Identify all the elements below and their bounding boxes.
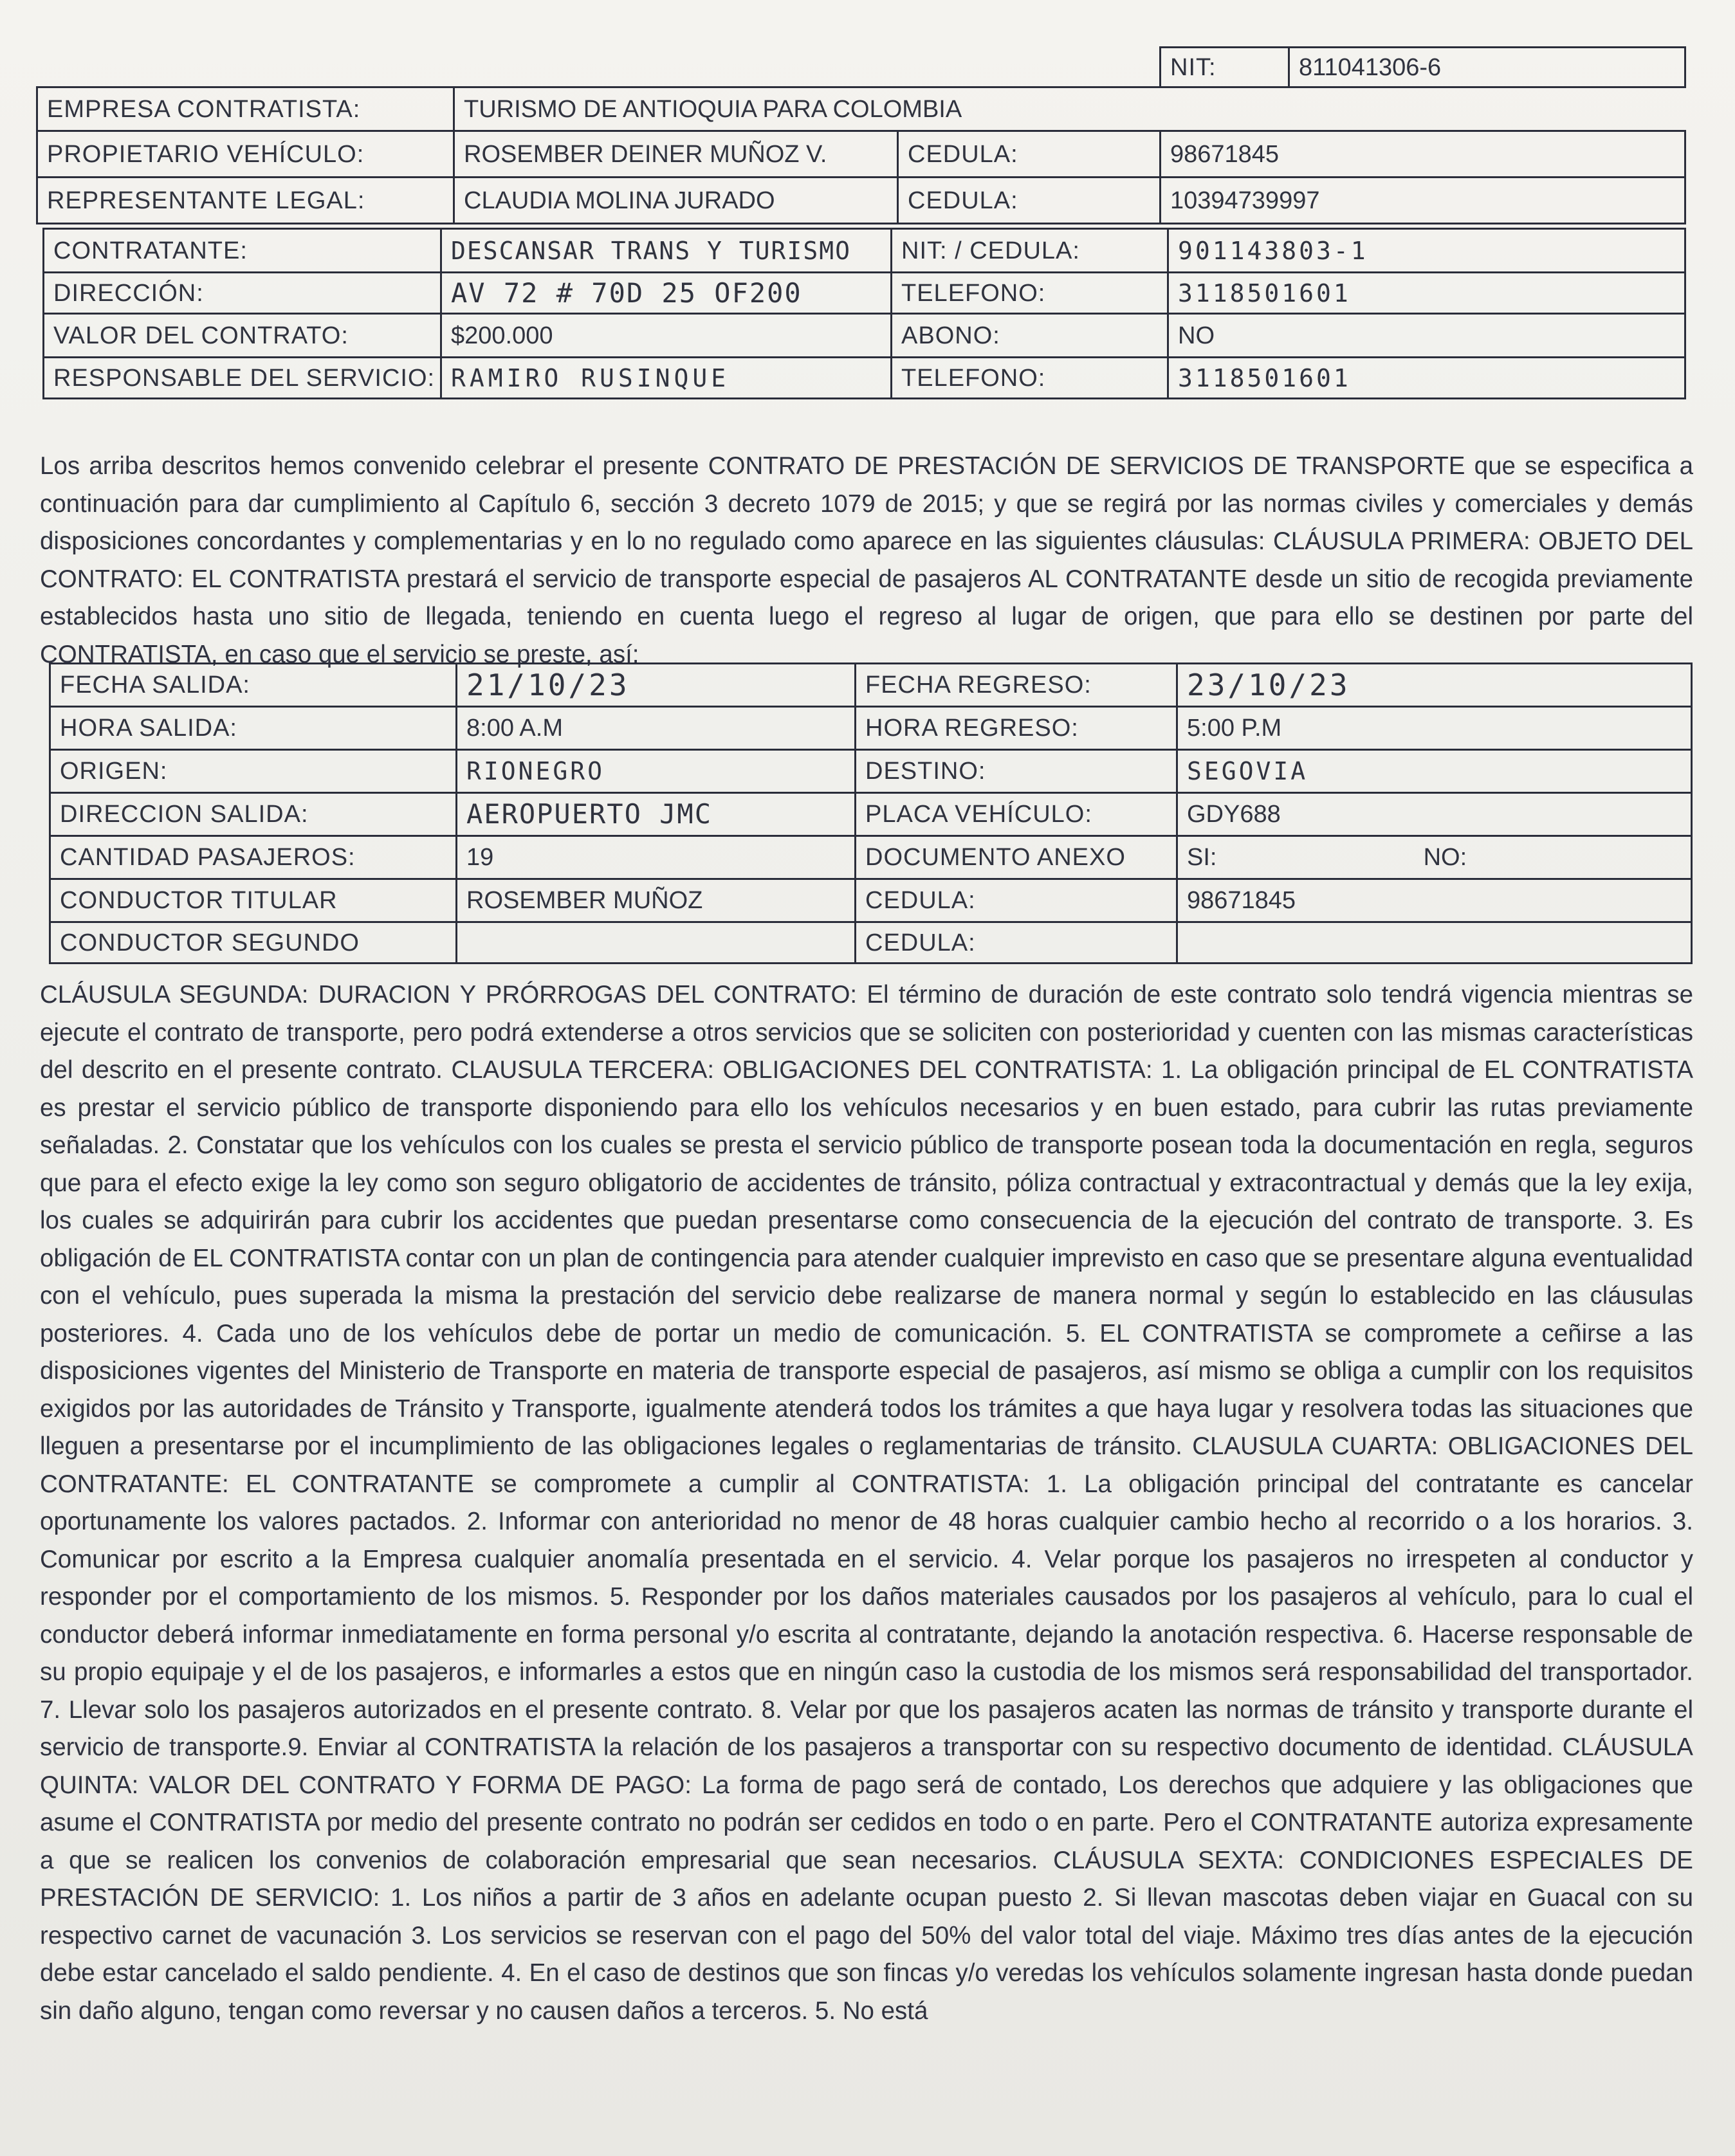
direccion-salida-value: AEROPUERTO JMC [457,793,856,836]
hora-regreso-label: HORA REGRESO: [856,707,1177,750]
direccion-value: AV 72 # 70D 25 OF200 [441,273,892,314]
nit-cedula-label: NIT: / CEDULA: [892,229,1168,273]
si-label: SI: [1187,844,1217,871]
telefono-responsable-label: TELEFONO: [892,358,1168,399]
contratante-label: CONTRATANTE: [44,229,441,273]
cedula-conductor-segundo-value [1177,922,1692,964]
propietario-vehiculo-label: PROPIETARIO VEHÍCULO: [37,131,454,178]
destino-value: SEGOVIA [1177,750,1692,793]
direccion-salida-label: DIRECCION SALIDA: [50,793,457,836]
client-table [42,228,1686,399]
documento-anexo-label: DOCUMENTO ANEXO [856,836,1177,879]
telefono-responsable-value: 3118501601 [1168,358,1685,399]
cedula-conductor-titular-value: 98671845 [1177,879,1692,922]
no-label: NO: [1423,844,1467,871]
trip-table [49,662,1693,964]
cedula-representante-value: 10394739997 [1161,178,1685,224]
cantidad-pasajeros-value: 19 [457,836,856,879]
documento-anexo-options [1177,836,1692,879]
cedula-propietario-label: CEDULA: [898,131,1161,178]
hora-salida-value: 8:00 A.M [457,707,856,750]
fecha-regreso-value: 23/10/23 [1177,664,1692,707]
company-table-body [36,86,1686,224]
hora-salida-label: HORA SALIDA: [50,707,457,750]
conductor-segundo-value [457,922,856,964]
contratante-value: DESCANSAR TRANS Y TURISMO [441,229,892,273]
destino-label: DESTINO: [856,750,1177,793]
empresa-contratista-label: EMPRESA CONTRATISTA: [37,87,454,131]
origen-label: ORIGEN: [50,750,457,793]
valor-contrato-label: VALOR DEL CONTRATO: [44,314,441,358]
telefono-label: TELEFONO: [892,273,1168,314]
responsable-servicio-value: RAMIRO RUSINQUE [441,358,892,399]
representante-legal-value: CLAUDIA MOLINA JURADO [454,178,898,224]
cedula-representante-label: CEDULA: [898,178,1161,224]
intro-paragraph: Los arriba descritos hemos convenido celebrar el presente CONTRATO DE PRESTACIÓN DE SERVICIOS DE TRANSPORTE que se especifica a continuación para dar cumplimiento al Capítulo 6, sección 3 decreto 1079 de 2015; y que se regirá por las normas civiles y comerciales y demás disposiciones concordantes y complementarias y en lo no regulado como aparece en las siguientes cláusulas: CLÁUSULA PRIMERA: OBJETO DEL CONTRATO: EL CONTRATISTA prestará el servicio de transporte especial de pasajeros AL CONTRATANTE desde un sitio de recogida previamente establecidos hasta uno sitio de llegada, teniendo en cuenta luego el regreso al lugar de origen, que para ello se destinen por parte del CONTRATISTA, en caso que el servicio se preste, así: [40,452,1693,668]
direccion-label: DIRECCIÓN: [44,273,441,314]
conductor-segundo-label: CONDUCTOR SEGUNDO [50,922,457,964]
abono-value: NO [1168,314,1685,358]
cedula-conductor-titular-label: CEDULA: [856,879,1177,922]
nit-label: NIT: [1161,48,1289,87]
nit-cedula-value: 901143803-1 [1168,229,1685,273]
empresa-contratista-value: TURISMO DE ANTIOQUIA PARA COLOMBIA [454,87,1685,131]
propietario-vehiculo-value: ROSEMBER DEINER MUÑOZ V. [454,131,898,178]
conductor-titular-value: ROSEMBER MUÑOZ [457,879,856,922]
cedula-propietario-value: 98671845 [1161,131,1685,178]
placa-vehiculo-label: PLACA VEHÍCULO: [856,793,1177,836]
company-table [36,46,1686,88]
origen-value: RIONEGRO [457,750,856,793]
cedula-conductor-segundo-label: CEDULA: [856,922,1177,964]
fecha-regreso-label: FECHA REGRESO: [856,664,1177,707]
nit-value: 811041306-6 [1289,48,1685,87]
valor-contrato-value: $200.000 [441,314,892,358]
hora-regreso-value: 5:00 P.M [1177,707,1692,750]
placa-vehiculo-value: GDY688 [1177,793,1692,836]
cantidad-pasajeros-label: CANTIDAD PASAJEROS: [50,836,457,879]
responsable-servicio-label: RESPONSABLE DEL SERVICIO: [44,358,441,399]
fecha-salida-value: 21/10/23 [457,664,856,707]
representante-legal-label: REPRESENTANTE LEGAL: [37,178,454,224]
clauses-paragraph: CLÁUSULA SEGUNDA: DURACION Y PRÓRROGAS DEL CONTRATO: El término de duración de este contrato solo tendrá vigencia mientras se ejecute el contrato de transporte, pero podrá extenderse a otros servicios que se soliciten con posterioridad y cuenten con las mismas características del descrito en el presente contrato. CLAUSULA TERCERA: OBLIGACIONES DEL CONTRATISTA: 1. La obligación principal de EL CONTRATISTA es prestar el servicio público de transporte disponiendo para ello los vehículos necesarios y en buen estado, para cubrir las rutas previamente señaladas. 2. Constatar que los vehículos con los cuales se presta el servicio público de transporte posean toda la documentación en regla, seguros que para el efecto exige la ley como son seguro obligatorio de accidentes de tránsito, póliza contractual y extracontractual y demás que la ley exija, los cuales se adquirirán para cubrir los accidentes que puedan presentarse como consecuencia de la ejecución del contrato de transporte. 3. Es obligación de EL CONTRATISTA contar con un plan de contingencia para atender cualquier imprevisto en caso que se presentare alguna eventualidad con el vehículo, pues superada la misma la prestación del servicio debe realizarse de manera normal y según lo establecido en las cláusulas posteriores. 4. Cada uno de los vehículos debe de portar un medio de comunicación. 5. EL CONTRATISTA se compromete a ceñirse a las disposiciones vigentes del Ministerio de Transporte en materia de transporte especial de pasajeros, así mismo se obliga a cumplir con los requisitos exigidos por las autoridades de Tránsito y Transporte, igualmente atenderá todos los trámites a que haya lugar y resolvera todas las situaciones que lleguen a presentarse por el incumplimiento de las obligaciones legales o reglamentarias de tránsito. CLAUSULA CUARTA: OBLIGACIONES DEL CONTRATANTE: EL CONTRATANTE se compromete a cumplir al CONTRATISTA: 1. La obligación principal del contratante es cancelar oportunamente los valores pactados. 2. Informar con anterioridad no menor de 48 horas cualquier cambio hecho al recorrido o a los horarios. 3. Comunicar por escrito a la Empresa cualquier anomalía presentada en el servicio. 4. Velar porque los pasajeros no irrespeten al conductor y responder por el comportamiento de los mismos. 5. Responder por los daños materiales causados por los pasajeros al vehículo, para lo cual el conductor deberá informar inmediatamente en forma personal y/o escrita al contratante, dejando la anotación respectiva. 6. Hacerse responsable de su propio equipaje y el de los pasajeros, e informarles a estos que en ningún caso la custodia de los mismos será responsabilidad del transportador. 7. Llevar solo los pasajeros autorizados en el presente contrato. 8. Velar por que los pasajeros acaten las normas de tránsito y transporte durante el servicio de transporte.9. Enviar al CONTRATISTA la relación de los pasajeros a transportar con su respectivo documento de identidad. CLÁUSULA QUINTA: VALOR DEL CONTRATO Y FORMA DE PAGO: La forma de pago será de contado, Los derechos que adquiere y las obligaciones que asume el CONTRATISTA por medio del presente contrato no podrán ser cedidos en todo o en parte. Pero el CONTRATANTE autoriza expresamente a que se realicen los convenios de colaboración empresarial que sean necesarios. CLÁUSULA SEXTA: CONDICIONES ESPECIALES DE PRESTACIÓN DE SERVICIO: 1. Los niños a partir de 3 años en adelante ocupan puesto 2. Si llevan mascotas deben viajar en Guacal con su respectivo carnet de vacunación 3. Los servicios se reservan con el pago del 50% del valor total del viaje. Máximo tres días antes de la ejecución debe estar cancelado el saldo pendiente. 4. En el caso de destinos que son fincas y/o veredas los vehículos solamente ingresan hasta donde puedan sin daño alguno, tengan como reversar y no causen daños a terceros. 5. No está [40,981,1693,2025]
conductor-titular-label: CONDUCTOR TITULAR [50,879,457,922]
telefono-value: 3118501601 [1168,273,1685,314]
abono-label: ABONO: [892,314,1168,358]
fecha-salida-label: FECHA SALIDA: [50,664,457,707]
